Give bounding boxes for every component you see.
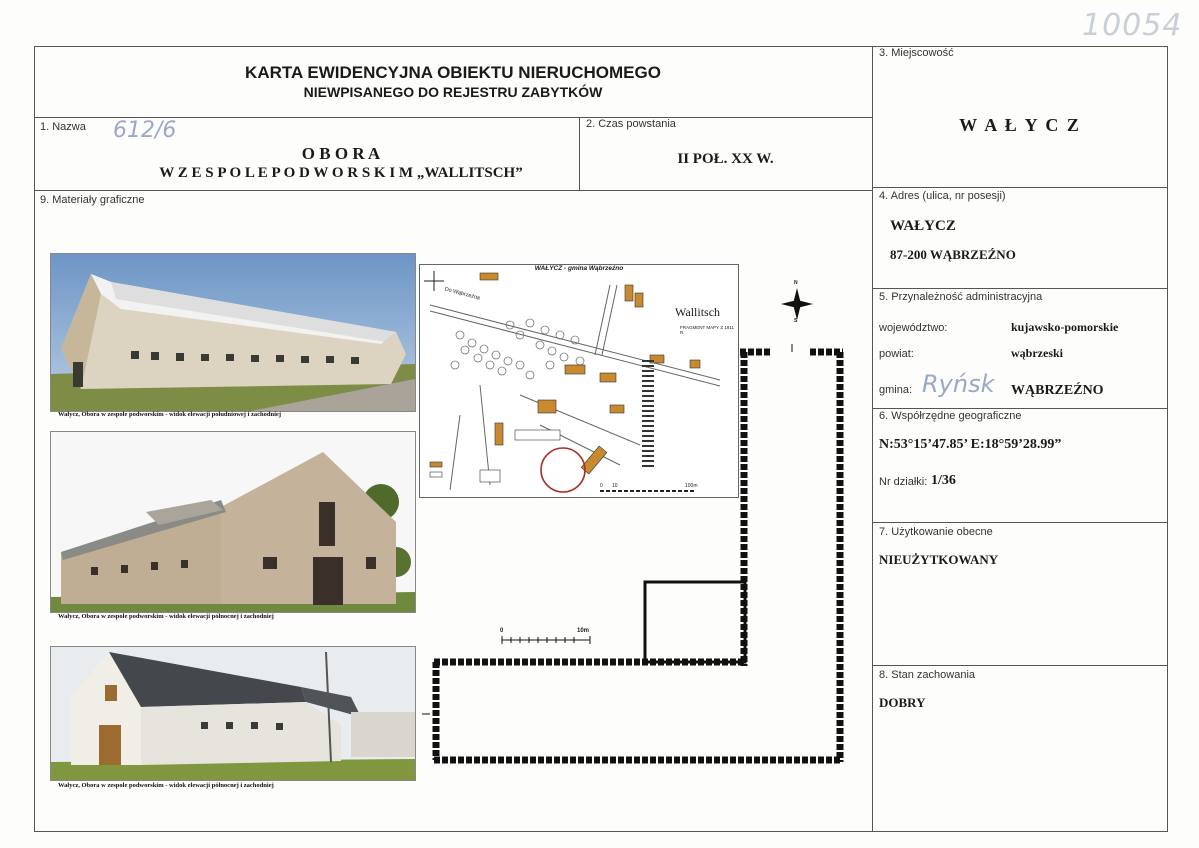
photo-north-west-2 [50,646,416,781]
place-value: W A Ł Y C Z [959,115,1081,135]
name-handwritten: 612/6 [113,118,177,143]
map-road-label: Do Wąbrzeźna [443,286,481,302]
place-label: 3. Miejscowość [879,47,954,59]
graphics-label: 9. Materiały graficzne [40,194,145,206]
card-title: KARTA EWIDENCYJNA OBIEKTU NIERUCHOMEGO [245,63,661,82]
right-line-5 [872,665,1168,666]
object-complex: W Z E S P O L E P O D W O R S K I M „WALLITSCH” [159,165,523,181]
photo-south-west [50,253,416,412]
address-line2: 87-200 WĄBRZEŹNO [890,247,1016,262]
col-divider [872,46,873,832]
coords-value: N:53°15’47.85’ E:18°59’28.99” [879,437,1062,452]
commune-label: gmina: [879,384,913,396]
admin-label: 5. Przynależność administracyjna [879,291,1043,303]
card-subtitle: NIEWPISANEGO DO REJESTRU ZABYTKÓW [303,84,603,100]
photo-caption-3: Wałycz, Obora w zespole podworskim - widok elewacji północnej i zachodniej [58,782,274,789]
photo-caption-1: Wałycz, Obora w zespole podworskim - widok elewacji południowej i zachodniej [58,411,281,418]
commune-value: WĄBRZEŹNO [1011,383,1104,398]
map-scale-100: 100m [685,483,698,489]
address-line1: WAŁYCZ [890,218,956,234]
photo-north-west-1 [50,431,416,613]
map-source-note: FRAGMENT MAPY Z 1911 R. [680,325,735,335]
floor-plan [420,280,860,766]
photo-caption-2: Wałycz, Obora w zespole podworskim - widok elewacji północnej i zachodniej [58,613,274,620]
county-value: wąbrzeski [1011,346,1063,360]
plot-label: Nr działki: [879,476,928,488]
archive-number: 10054 [1082,8,1183,43]
right-line-4 [872,522,1168,523]
commune-handwritten: Ryńsk [922,370,995,398]
frame-bottom [34,831,1168,832]
frame-top [34,46,1168,47]
plot-value: 1/36 [931,473,956,488]
name-bottom [34,190,872,191]
condition-value: DOBRY [879,695,926,710]
coords-label: 6. Współrzędne geograficzne [879,410,1022,422]
name-label: 1. Nazwa [40,121,86,133]
right-line-1 [872,187,1168,188]
map-place-label: Wallitsch [675,305,721,319]
time-value: II POŁ. XX W. [677,151,774,167]
plan-north-label: N [794,280,798,286]
object-name: O B O R A [301,144,381,163]
usage-label: 7. Użytkowanie obecne [879,526,993,538]
plan-scale-10m: 10m [577,628,590,634]
usage-value: NIEUŻYTKOWANY [879,552,999,567]
frame-right [1167,46,1168,832]
time-label: 2. Czas powstania [586,118,676,130]
plan-scale-0: 0 [500,628,504,634]
voivodeship-value: kujawsko-pomorskie [1011,320,1119,334]
map-scale-10: 10 [612,483,618,489]
condition-label: 8. Stan zachowania [879,669,976,681]
map-title: WAŁYCZ - gmina Wąbrzeźno [534,265,624,272]
voivodeship-label: województwo: [879,322,948,334]
address-label: 4. Adres (ulica, nr posesji) [879,190,1006,202]
map-scale-0: 0 [600,483,603,489]
plan-south-label: S [794,318,798,324]
right-line-2 [872,288,1168,289]
right-line-3 [872,408,1168,409]
county-label: powiat: [879,348,914,360]
